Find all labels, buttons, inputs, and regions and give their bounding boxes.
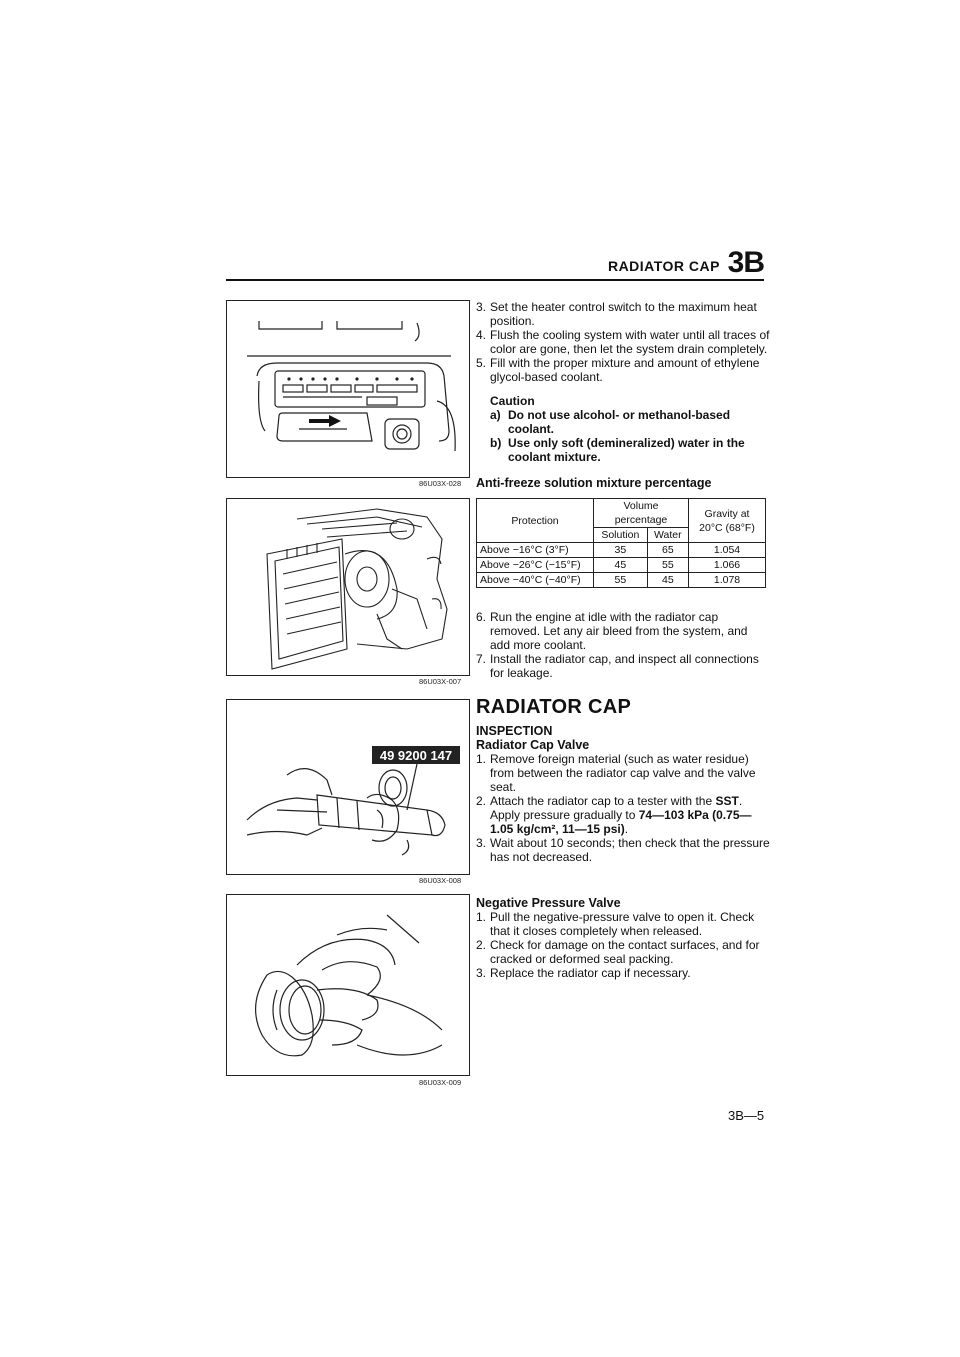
section-title: RADIATOR CAP — [476, 696, 632, 718]
negative-valve-heading: Negative Pressure Valve — [476, 896, 621, 910]
list-item: 6. Run the engine at idle with the radiator cap removed. Let any air bleed from the system, and add more coolant. — [476, 610, 748, 652]
list-item: 2. Attach the radiator cap to a tester with the SST. Apply pressure gradually to 74—103 kPa (0.75—1.05 kg/cm², 11—15 psi). — [476, 794, 752, 836]
figure-engine-radiator — [226, 498, 470, 676]
mixture-table — [476, 498, 766, 588]
list-item: 2. Check for damage on the contact surfaces, and for cracked or deformed seal packing. — [476, 938, 760, 966]
heater-control-illustration — [227, 301, 469, 477]
list-item: 5. Fill with the proper mixture and amount of ethylene glycol-based coolant. — [476, 356, 760, 384]
list-item: 1. Pull the negative-pressure valve to open it. Check that it closes completely when released. — [476, 910, 755, 938]
figure-code: 86U03X-009 — [419, 1078, 462, 1087]
page-number: 3B—5 — [728, 1108, 765, 1123]
text-column-steps-b — [476, 610, 770, 680]
sst-tag-label: 49 9200 147 — [379, 748, 453, 763]
figure-code: 86U03X-007 — [419, 677, 462, 686]
header-title: RADIATOR CAP — [607, 258, 720, 274]
text-column-negative-valve — [476, 896, 770, 980]
list-item: 7. Install the radiator cap, and inspect all connections for leakage. — [476, 652, 759, 680]
text-column-top — [476, 300, 770, 588]
list-item: 3. Wait about 10 seconds; then check that the pressure has not decreased. — [476, 836, 770, 864]
table-row: Above −16°C (3°F) 35 65 1.054 — [477, 543, 766, 558]
table-header: Water — [647, 528, 688, 543]
text-column-radiator-cap — [476, 696, 770, 864]
procedure-steps-a — [476, 300, 770, 384]
figure-negative-valve — [226, 894, 470, 1076]
header-rule — [226, 279, 764, 281]
table-header: Gravity at 20°C (68°F) — [689, 499, 766, 543]
engine-radiator-illustration — [227, 499, 469, 675]
figure-code: 86U03X-008 — [419, 876, 462, 885]
arrow-icon — [309, 415, 341, 427]
table-row: Above −26°C (−15°F) 45 55 1.066 — [477, 558, 766, 573]
list-item: 1. Remove foreign material (such as water residue) from between the radiator cap valve and the valve seat. — [476, 752, 756, 794]
valve-heading: Radiator Cap Valve — [476, 738, 590, 752]
list-item: 4. Flush the cooling system with water until all traces of color are gone, then let the system drain completely. — [476, 328, 770, 356]
figure-heater-control — [226, 300, 470, 478]
header-section: 3B — [727, 246, 764, 279]
list-item: 3. Replace the radiator cap if necessary. — [476, 966, 691, 980]
caution-block — [476, 394, 770, 464]
negative-valve-illustration — [227, 895, 469, 1075]
table-header: Protection — [477, 499, 594, 543]
figure-code: 86U03X-028 — [419, 479, 462, 488]
cap-tester-illustration — [227, 700, 469, 874]
table-header: Solution — [594, 528, 648, 543]
figure-cap-tester — [226, 699, 470, 875]
negative-valve-steps — [476, 910, 770, 980]
list-item: 3. Set the heater control switch to the maximum heat position. — [476, 300, 757, 328]
table-header: Volume percentage — [594, 499, 689, 528]
caution-item: b) Use only soft (demineralized) water in the coolant mixture. — [490, 436, 745, 464]
table-title: Anti-freeze solution mixture percentage — [476, 476, 712, 490]
page-header — [226, 246, 764, 282]
caution-title: Caution — [490, 394, 535, 408]
procedure-steps-b — [476, 610, 770, 680]
valve-steps — [476, 752, 770, 864]
caution-item: a) Do not use alcohol- or methanol-based coolant. — [490, 408, 731, 436]
inspection-heading: INSPECTION — [476, 724, 553, 738]
table-row: Above −40°C (−40°F) 55 45 1.078 — [477, 573, 766, 588]
